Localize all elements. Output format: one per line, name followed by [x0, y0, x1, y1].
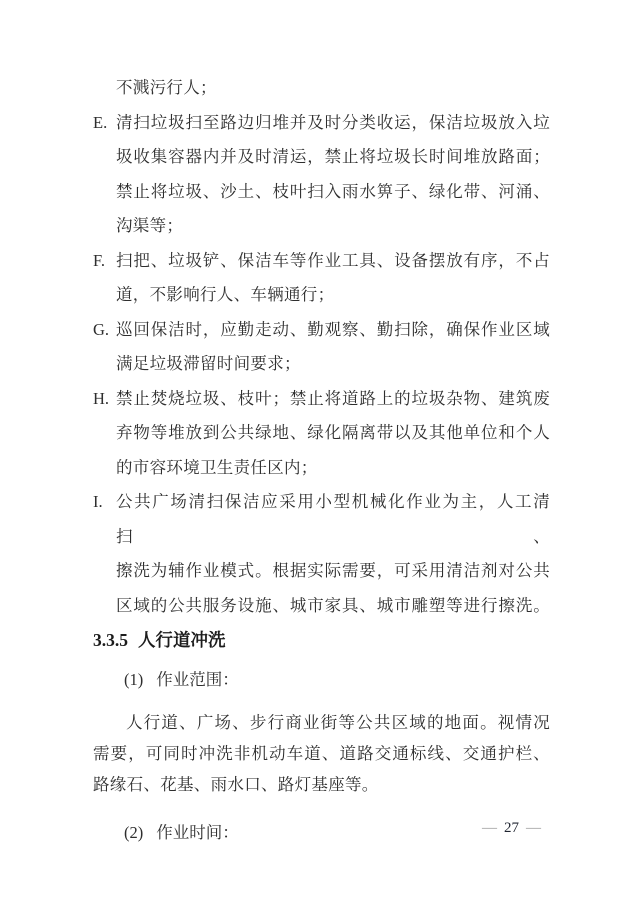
item-label-h: H. — [93, 388, 110, 408]
text-line: 人行道、广场、步行商业街等公共区域的地面。视情况 — [126, 713, 550, 732]
item-label-f: F. — [93, 250, 105, 270]
section-heading — [93, 623, 550, 658]
text-line: 禁止焚烧垃圾、枝叶；禁止将道路上的垃圾杂物、建筑废 — [116, 388, 550, 408]
text-line: 圾收集容器内并及时清运，禁止将垃圾长时间堆放路面； — [116, 147, 550, 166]
text-line: 扫把、垃圾铲、保洁车等作业工具、设备摆放有序，不占 — [116, 250, 550, 270]
section-number: 3.3.5 — [93, 630, 128, 650]
list-item-continuation — [93, 71, 550, 106]
subsection-1-number: (1) — [124, 669, 144, 689]
text-line: 道，不影响行人、车辆通行； — [116, 285, 335, 304]
page-footer — [482, 818, 541, 838]
text-line: 弃物等堆放到公共绿地、绿化隔离带以及其他单位和个人 — [116, 423, 550, 442]
text-line: 的市容环境卫生责任区内； — [116, 457, 318, 477]
text-line: 清扫垃圾扫至路边归堆并及时分类收运，保洁垃圾放入垃 — [116, 112, 550, 132]
list-item-i — [93, 485, 550, 623]
text-line: 满足垃圾滞留时间要求； — [116, 354, 301, 373]
text-line: 路缘石、花基、雨水口、路灯基座等。 — [93, 775, 379, 794]
list-item-g — [93, 313, 550, 382]
footer-dash-right: — — [526, 820, 541, 836]
subsection-2-title: 作业时间： — [156, 823, 239, 842]
page-content — [93, 71, 550, 851]
text-line: 沟渠等； — [116, 216, 184, 235]
list-item-e — [93, 106, 550, 244]
subsection-1-heading — [93, 663, 550, 698]
text-line: 擦洗为辅作业模式。根据实际需要，可采用清洁剂对公共 — [116, 561, 550, 580]
list-item-f — [93, 244, 550, 313]
footer-dash-left: — — [482, 820, 497, 836]
text-line: 公共广场清扫保洁应采用小型机械化作业为主，人工清扫、 — [116, 492, 550, 546]
page-number: 27 — [504, 820, 519, 836]
text-line: 不溅污行人； — [116, 78, 217, 97]
text-line: 需要，可同时冲洗非机动车道、道路交通标线、交通护栏、 — [93, 744, 550, 763]
item-label-e: E. — [93, 112, 108, 132]
subsection-2-number: (2) — [124, 823, 144, 842]
text-line: 区域的公共服务设施、城市家具、城市雕塑等进行擦洗。 — [116, 595, 550, 615]
text-line: 禁止将垃圾、沙土、枝叶扫入雨水箅子、绿化带、河涌、 — [116, 181, 550, 201]
section-title: 人行道冲洗 — [138, 630, 226, 650]
text-line: 巡回保洁时，应勤走动、勤观察、勤扫除，确保作业区域 — [116, 319, 550, 339]
item-label-i: I. — [93, 492, 103, 511]
item-label-g: G. — [93, 319, 110, 339]
subsection-1-title: 作业范围： — [156, 669, 239, 689]
list-item-h — [93, 382, 550, 486]
paragraph-scope — [93, 707, 550, 800]
